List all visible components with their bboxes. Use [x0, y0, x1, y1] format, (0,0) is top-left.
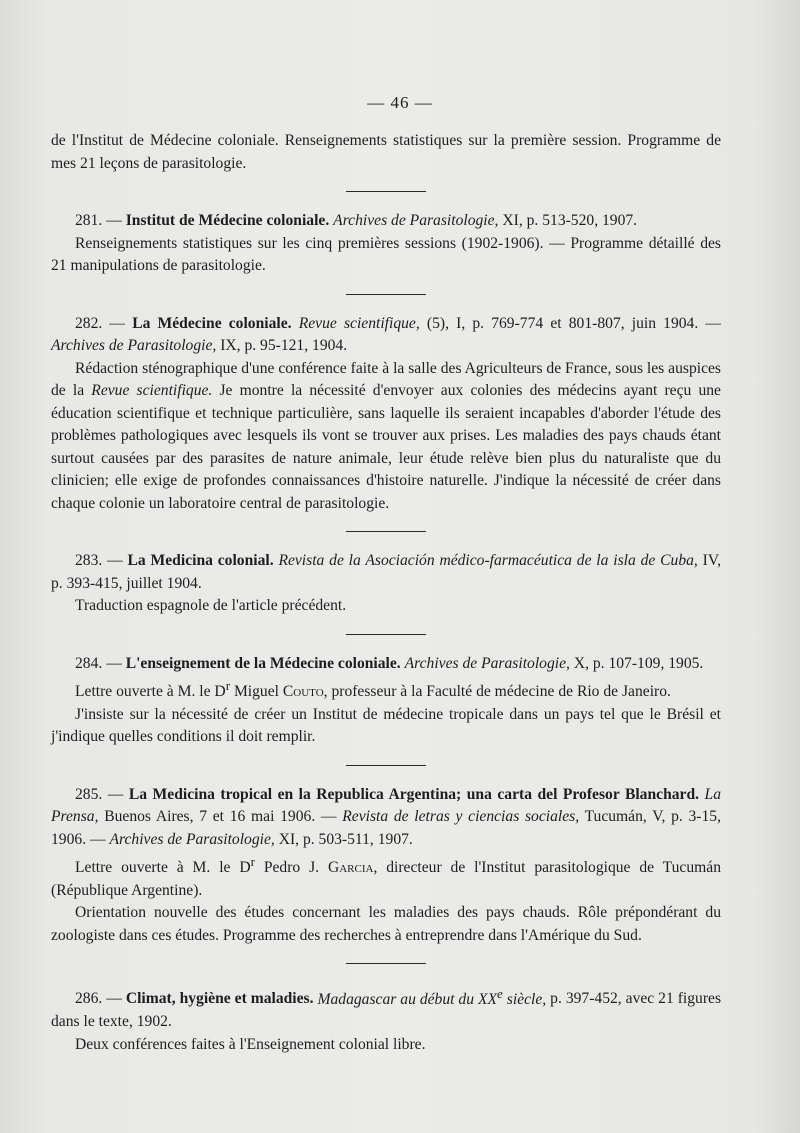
intro-paragraph: de l'Institut de Médecine coloniale. Renseignements statistiques sur la première session. Programme de mes 21 leçons de parasitologie.	[51, 132, 721, 172]
entry-citation	[51, 210, 721, 233]
entry-reference: (5), I, p. 769-774 et 801-807, juin 1904. —	[426, 314, 721, 332]
entry-note: Lettre ouverte à M. le $D^r$ Pedro J. Garcia, directeur de l'Institut parasitologique de Tucumán (République Argentine).	[51, 854, 722, 899]
entry-note: Rédaction sténographique d'une conférence faite à la salle des Agriculteurs de France, sous les auspices de la Revue scientifique. Je montre la nécessité d'envoyer aux colonies des médecins ayant reçu une éducation scientifique et technique particulière, sans laquelle ils seraient incapables d'aborder l'étude des problèmes pathologiques avec lesquels ils vont se trouver aux prises. Les maladies des pays chauds étant surtout causées par des parasites de nature animale, leur étude relève bien plus du naturaliste que du clinicien; elle exige de profondes connaissances d'histoire naturelle. J'indique la nécessité de créer dans chaque colonie un laboratoire central de parasitologie.	[51, 359, 721, 512]
entry-note: Traduction espagnole de l'article précédent.	[75, 597, 347, 614]
entry-title: Institut de Médecine coloniale.	[125, 212, 330, 229]
separator-rule	[346, 634, 426, 635]
separator-rule	[346, 765, 426, 766]
entry-281	[51, 210, 721, 278]
entry-journal: La Prensa,	[51, 785, 722, 826]
entry-journal: Archives de Parasitologie,	[404, 654, 570, 672]
entry-citation	[51, 982, 721, 1033]
entry-title: La Medicina colonial.	[127, 552, 274, 569]
separator-rule	[346, 963, 426, 964]
entry-note: Deux conférences faites à l'Enseignement colonial libre.	[75, 1035, 426, 1053]
entry-journal: Revista de la Asociación médico-farmacéutica de la isla de Cuba,	[278, 552, 698, 569]
page-content	[51, 130, 721, 1056]
entry-journal: Madagascar au début du XXe siècle,	[317, 985, 547, 1008]
entry-citation	[51, 653, 721, 676]
entry-journal: Revista de letras y ciencias sociales,	[342, 808, 580, 826]
separator-rule	[346, 294, 426, 295]
entry-reference: Tucumán, V, p. 3-15, 1906. —	[51, 808, 721, 848]
entry-note: Renseignements statistiques sur les cinq premières sessions (1902-1906). — Programme détaillé des 21 manipulations de parasitologie.	[51, 234, 721, 274]
entry-note: J'insiste sur la nécessité de créer un Institut de médecine tropicale dans un pays tel que le Brésil et j'indique quelles conditions il doit remplir.	[51, 705, 721, 746]
entry-reference: XI, p. 513-520, 1907.	[502, 212, 638, 229]
entry-reference: X, p. 107-109, 1905.	[573, 654, 704, 672]
entry-number: 283. —	[75, 552, 123, 569]
entry-283	[51, 550, 721, 618]
entry-note: Lettre ouverte à M. le $D^r$ Miguel Couto, professeur à la Faculté de médecine de Rio de Janeiro.	[75, 678, 671, 701]
entry-number: 285. —	[75, 785, 124, 803]
entry-reference: XI, p. 503-511, 1907.	[278, 830, 413, 848]
entry-number: 286. —	[75, 990, 122, 1008]
page-number: — 46 —	[367, 93, 433, 112]
separator-rule	[346, 531, 426, 532]
entry-journal: Archives de Parasitologie,	[51, 337, 217, 354]
entry-284	[51, 653, 721, 749]
entry-note: Orientation nouvelle des études concernant les maladies des pays chauds. Rôle prépondérant du zoologiste dans ces études. Programme des recherches à entreprendre dans l'Amérique du Sud.	[51, 904, 721, 944]
entry-286	[51, 982, 721, 1056]
entry-reference: IV, p. 393-415, juillet 1904.	[51, 552, 721, 592]
entry-number: 284. —	[75, 654, 122, 672]
entry-journal: Archives de Parasitologie,	[109, 830, 275, 848]
entry-title: Climat, hygiène et maladies.	[125, 990, 314, 1008]
separator-rule	[346, 191, 426, 192]
entry-reference: p. 397-452, avec 21 figures dans le texte, 1902.	[51, 990, 722, 1031]
entry-282	[51, 313, 721, 516]
entry-285	[51, 784, 721, 948]
entry-citation	[51, 550, 721, 595]
entry-title: La Medicina tropical en la Republica Argentina; una carta del Profesor Blanchard.	[128, 785, 700, 803]
entry-citation	[51, 313, 721, 358]
entry-number: 282. —	[75, 314, 126, 332]
entry-reference: IX, p. 95-121, 1904.	[220, 337, 348, 354]
entry-number: 281. —	[75, 212, 122, 229]
entry-citation	[51, 784, 721, 852]
entry-title: La Médecine coloniale.	[132, 314, 292, 332]
entry-journal: Revue scientifique,	[298, 314, 420, 332]
entry-title: L'enseignement de la Médecine coloniale.	[125, 654, 401, 672]
entry-journal: Archives de Parasitologie,	[333, 212, 499, 229]
entry-reference: Buenos Aires, 7 et 16 mai 1906. —	[104, 808, 337, 826]
